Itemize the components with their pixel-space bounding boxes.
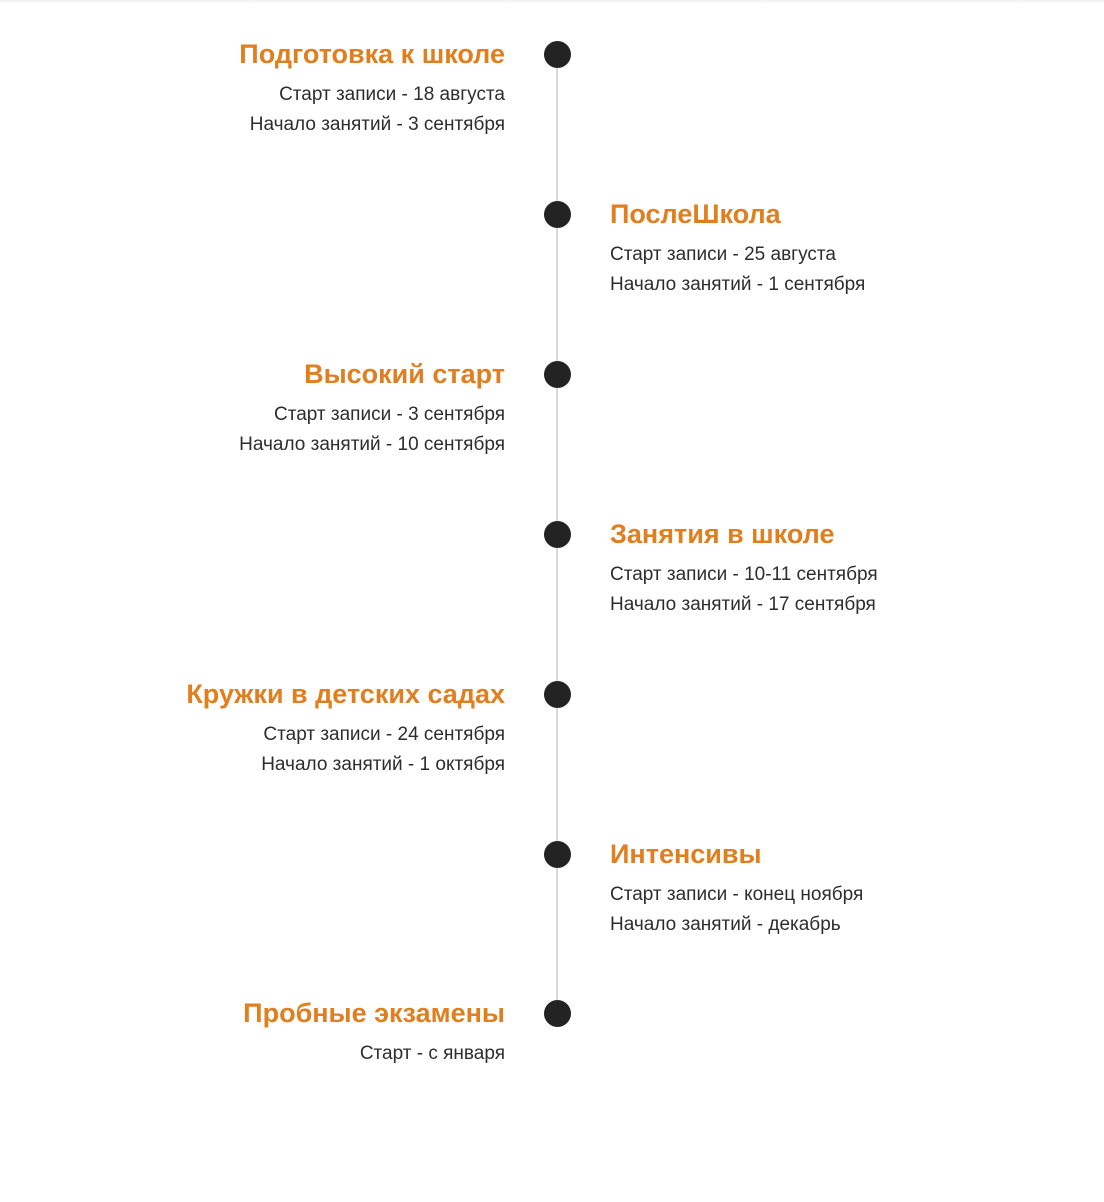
event-title: Интенсивы [610, 839, 762, 869]
event-title: Кружки в детских садах [186, 679, 505, 709]
event-text [65, 354, 505, 460]
event-text [610, 194, 1050, 300]
event-text [610, 834, 1050, 940]
event-enrollment-start: Старт записи - 10-11 сентября [610, 564, 878, 585]
event-title: Высокий старт [304, 359, 505, 389]
event-text [65, 993, 505, 1069]
timeline-event-zanyatiya-v-shkole [0, 521, 1104, 661]
timeline-event-intensivy [0, 841, 1104, 981]
timeline-dot [544, 521, 571, 548]
event-title: ПослеШкола [610, 199, 781, 229]
event-enrollment-start: Старт записи - 24 сентября [263, 724, 505, 745]
timeline-event-posleshkola [0, 201, 1104, 341]
event-text [65, 34, 505, 140]
event-title: Подготовка к школе [239, 39, 505, 69]
event-start: Старт - с января [359, 1043, 505, 1064]
event-enrollment-start: Старт записи - конец ноября [610, 884, 864, 905]
event-text [65, 674, 505, 780]
event-classes-start: Начало занятий - 10 сентября [239, 434, 505, 455]
event-title: Пробные экзамены [243, 998, 505, 1028]
event-enrollment-start: Старт записи - 3 сентября [273, 404, 505, 425]
event-classes-start: Начало занятий - 3 сентября [249, 114, 505, 135]
event-title: Занятия в школе [610, 519, 835, 549]
event-classes-start: Начало занятий - декабрь [610, 914, 841, 935]
event-classes-start: Начало занятий - 17 сентября [610, 594, 876, 615]
event-enrollment-start: Старт записи - 18 августа [279, 84, 505, 105]
timeline-event-podgotovka [0, 41, 1104, 181]
event-classes-start: Начало занятий - 1 октября [261, 754, 505, 775]
timeline-event-vysokiy-start [0, 361, 1104, 501]
timeline-dot [544, 361, 571, 388]
timeline-dot [544, 201, 571, 228]
timeline-dot [544, 1000, 571, 1027]
timeline-event-kruzhki [0, 681, 1104, 821]
timeline-event-probnye-ekzameny [0, 1000, 1104, 1140]
event-text [610, 514, 1050, 620]
timeline-dot [544, 681, 571, 708]
timeline-dot [544, 841, 571, 868]
timeline-dot [544, 41, 571, 68]
event-enrollment-start: Старт записи - 25 августа [610, 244, 836, 265]
event-classes-start: Начало занятий - 1 сентября [610, 274, 866, 295]
